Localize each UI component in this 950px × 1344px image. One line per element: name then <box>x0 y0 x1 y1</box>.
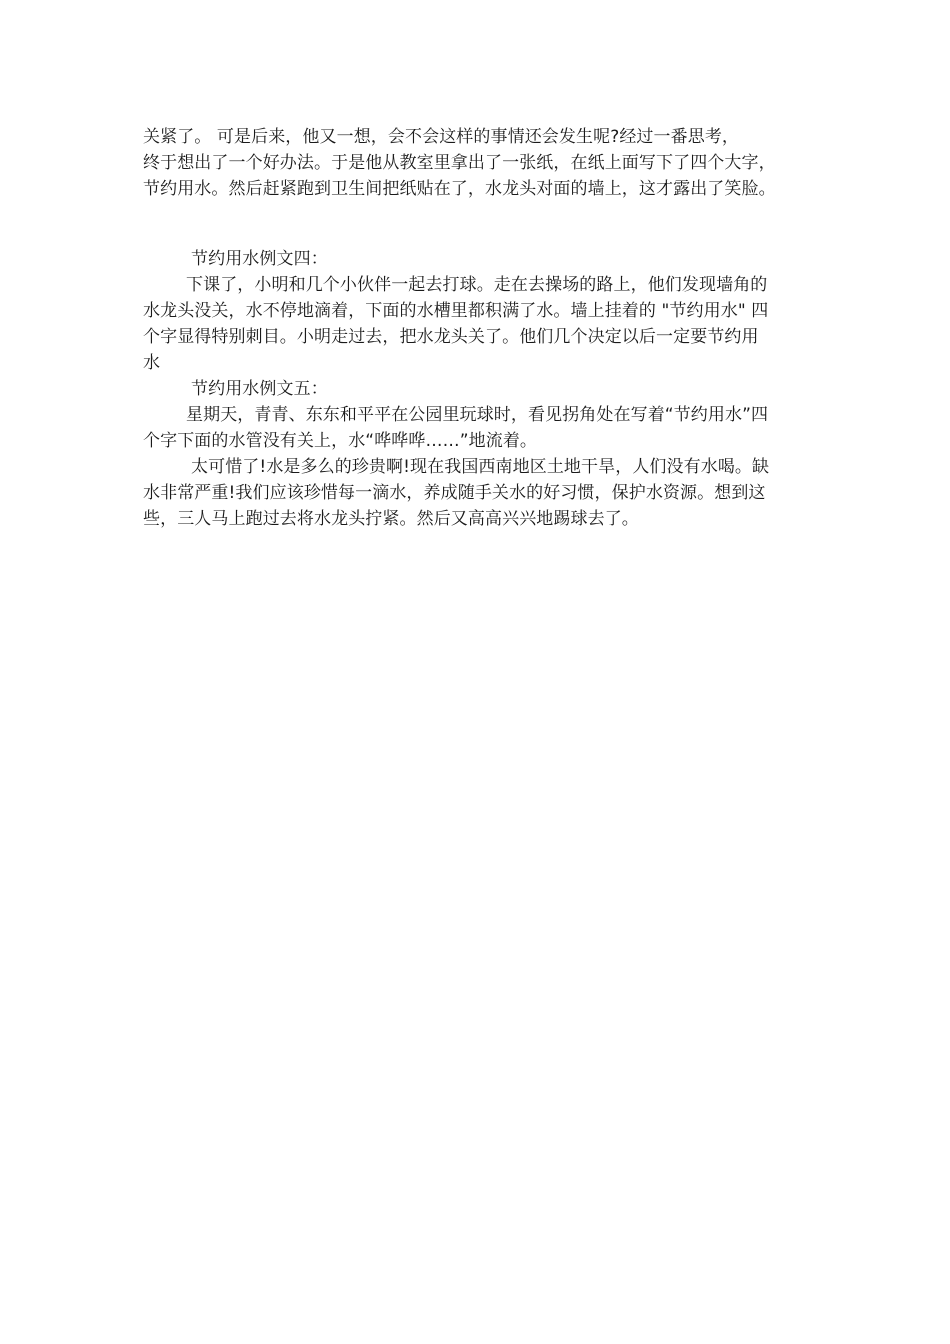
text-line: 星期天，青青、东东和平平在公园里玩球时，看见拐角处在写着“节约用水”四 <box>186 405 769 425</box>
paragraph-ending <box>143 124 811 202</box>
document-body <box>143 124 811 532</box>
example-five-heading: 节约用水例文五： <box>191 379 328 399</box>
text-line: 些，三人马上跑过去将水龙头拧紧。然后又高高兴兴地踢球去了。 <box>143 509 639 529</box>
text-line: 下课了，小明和几个小伙伴一起去打球。走在去操场的路上，他们发现墙角的 <box>186 275 768 295</box>
text-line: 个字下面的水管没有关上，水“哗哗哗……”地流着。 <box>143 431 538 451</box>
text-line: 水非常严重!我们应该珍惜每一滴水，养成随手关水的好习惯，保护水资源。想到这 <box>143 483 766 503</box>
example-four <box>143 246 811 376</box>
example-four-heading: 节约用水例文四： <box>191 249 328 269</box>
text-line: 节约用水。然后赶紧跑到卫生间把纸贴在了，水龙头对面的墙上，这才露出了笑脸。 <box>143 179 776 199</box>
text-line: 终于想出了一个好办法。于是他从教室里拿出了一张纸，在纸上面写下了四个大字， <box>143 153 776 173</box>
text-line: 关紧了。 可是后来，他又一想，会不会这样的事情还会发生呢?经过一番思考， <box>143 127 740 147</box>
text-line: 个字显得特别刺目。小明走过去，把水龙头关了。他们几个决定以后一定要节约用 <box>143 327 759 347</box>
text-line: 水龙头没关，水不停地滴着，下面的水槽里都积满了水。墙上挂着的 "节约用水" 四 <box>143 301 769 321</box>
section-spacer <box>143 202 811 246</box>
text-line: 太可惜了!水是多么的珍贵啊!现在我国西南地区土地干旱，人们没有水喝。缺 <box>191 457 770 477</box>
text-line: 水 <box>143 353 161 373</box>
example-five <box>143 376 811 532</box>
